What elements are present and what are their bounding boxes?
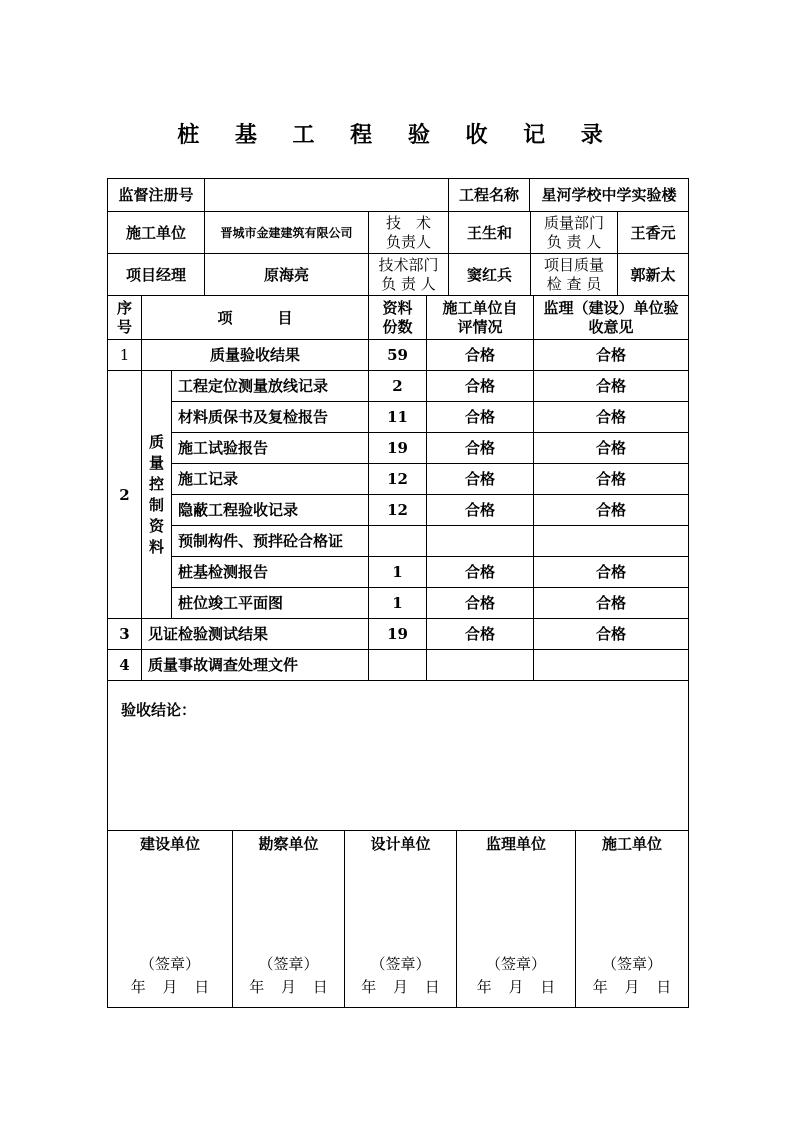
signature-unit: 施工单位: [601, 835, 662, 853]
row-count[interactable]: 1: [369, 588, 427, 619]
table-row: [108, 557, 689, 588]
row-no: 3: [108, 619, 142, 650]
header-table: [107, 178, 689, 212]
col-docs-line1: 资料: [382, 298, 413, 317]
row-self[interactable]: 合格: [427, 588, 534, 619]
signature-stamp: （签章）: [139, 955, 200, 973]
signature-unit: 监理单位: [485, 835, 546, 853]
signature-cell-construction[interactable]: [108, 831, 233, 1008]
row-count[interactable]: 19: [369, 433, 427, 464]
tech-lead-label: [369, 212, 449, 254]
tech-dept-label-line2: 负 责 人: [381, 274, 436, 293]
row-no: 4: [108, 650, 142, 681]
signature-date: 年 月 日: [361, 978, 440, 996]
signature-unit: 建设单位: [139, 835, 200, 853]
row-count[interactable]: 59: [369, 340, 427, 371]
row-item: 隐蔽工程验收记录: [172, 495, 369, 526]
signature-stamp: （签章）: [601, 955, 662, 973]
row-supervision[interactable]: 合格: [534, 371, 689, 402]
reg-no-label: 监督注册号: [108, 179, 205, 212]
col-item-header: 项 目: [142, 296, 369, 340]
qc-label: [531, 254, 618, 296]
row-item: 施工记录: [172, 464, 369, 495]
signature-cell-contractor[interactable]: [576, 831, 689, 1008]
row-supervision[interactable]: [534, 526, 689, 557]
group-label-char: 料: [148, 537, 164, 556]
row-item: 桩基检测报告: [172, 557, 369, 588]
col-sup-line2: 收意见: [588, 317, 634, 336]
signature-date: 年 月 日: [476, 978, 556, 996]
qa-dept-label-line2: 负 责 人: [546, 232, 602, 251]
row-count[interactable]: [369, 526, 427, 557]
signature-date: 年 月 日: [249, 978, 328, 996]
qc-field[interactable]: 郭新太: [618, 254, 689, 296]
table-row: [108, 464, 689, 495]
project-name-field[interactable]: 星河学校中学实验楼: [530, 179, 689, 212]
col-self-line1: 施工单位自: [442, 298, 518, 317]
contractor-label: 施工单位: [108, 212, 205, 254]
col-no-header: [108, 296, 142, 340]
group-label-char: 质: [148, 432, 164, 451]
table-row: [108, 526, 689, 557]
conclusion-label: 验收结论：: [121, 701, 197, 719]
row-self[interactable]: 合格: [427, 433, 534, 464]
row-item: 预制构件、预拌砼合格证: [172, 526, 369, 557]
signature-cell-survey[interactable]: [233, 831, 345, 1008]
row-no: 1: [108, 340, 142, 371]
signature-date: 年 月 日: [592, 978, 672, 996]
conclusion-field[interactable]: [108, 681, 689, 831]
signature-table: [107, 830, 689, 1008]
row-item: 质量事故调查处理文件: [142, 650, 369, 681]
signature-stamp: （签章）: [370, 955, 431, 973]
row-self[interactable]: [427, 526, 534, 557]
row-supervision[interactable]: 合格: [534, 619, 689, 650]
signature-cell-design[interactable]: [345, 831, 457, 1008]
col-sup-header: [534, 296, 689, 340]
project-name-label: 工程名称: [449, 179, 530, 212]
row-supervision[interactable]: 合格: [534, 433, 689, 464]
row-supervision[interactable]: 合格: [534, 557, 689, 588]
row-self[interactable]: [427, 650, 534, 681]
table-row: [108, 588, 689, 619]
group-label-char: 量: [148, 453, 164, 472]
signature-date: 年 月 日: [130, 978, 210, 996]
tech-lead-label-line1: 技 术: [385, 213, 431, 232]
pm-field[interactable]: 原海亮: [205, 254, 369, 296]
col-self-header: [427, 296, 534, 340]
row-self[interactable]: 合格: [427, 495, 534, 526]
signature-unit: 设计单位: [370, 835, 431, 853]
qa-dept-field[interactable]: 王香元: [618, 212, 689, 254]
col-no-line1: 序: [116, 298, 132, 317]
row-self[interactable]: 合格: [427, 340, 534, 371]
row-self[interactable]: 合格: [427, 402, 534, 433]
signature-stamp: （签章）: [258, 955, 319, 973]
qc-label-line2: 检 查 员: [546, 274, 602, 293]
group-label-char: 控: [148, 474, 164, 493]
row-supervision[interactable]: 合格: [534, 588, 689, 619]
col-sup-line1: 监理（建设）单位验: [543, 298, 679, 317]
row-supervision[interactable]: 合格: [534, 464, 689, 495]
contractor-field[interactable]: 晋城市金建建筑有限公司: [205, 212, 369, 254]
table-row: [108, 371, 689, 402]
qc-label-line1: 项目质量: [543, 255, 604, 274]
row-self[interactable]: 合格: [427, 619, 534, 650]
signature-cell-supervision[interactable]: [457, 831, 576, 1008]
signature-stamp: （签章）: [485, 955, 546, 973]
table-row: [108, 340, 689, 371]
row-item: 见证检验测试结果: [142, 619, 369, 650]
table-row: [108, 402, 689, 433]
items-table: [107, 295, 689, 831]
acceptance-form: [107, 178, 688, 1008]
group-label-char: 制: [148, 495, 164, 514]
table-row: [108, 619, 689, 650]
row-supervision[interactable]: 合格: [534, 495, 689, 526]
qa-dept-label-line1: 质量部门: [543, 213, 604, 232]
row-count[interactable]: 2: [369, 371, 427, 402]
row-count[interactable]: 12: [369, 495, 427, 526]
tech-lead-label-line2: 负责人: [385, 232, 431, 251]
qa-dept-label: [531, 212, 618, 254]
tech-dept-label: [369, 254, 449, 296]
col-self-line2: 评情况: [457, 317, 503, 336]
row-supervision[interactable]: 合格: [534, 340, 689, 371]
reg-no-field[interactable]: [205, 179, 449, 212]
row-item: 工程定位测量放线记录: [172, 371, 369, 402]
row-item: 桩位竣工平面图: [172, 588, 369, 619]
col-no-line2: 号: [116, 317, 132, 336]
row-count[interactable]: 12: [369, 464, 427, 495]
row-item: 施工试验报告: [172, 433, 369, 464]
row-item: 材料质保书及复检报告: [172, 402, 369, 433]
table-row: [108, 495, 689, 526]
tech-dept-field[interactable]: 窦红兵: [449, 254, 531, 296]
tech-dept-label-line1: 技术部门: [378, 255, 439, 274]
pm-label: 项目经理: [108, 254, 205, 296]
row-count[interactable]: [369, 650, 427, 681]
header-table-2: [107, 211, 689, 296]
group-label: [142, 371, 172, 619]
col-docs-header: [369, 296, 427, 340]
table-row: [108, 433, 689, 464]
group-label-char: 资: [148, 516, 164, 535]
row-count[interactable]: 11: [369, 402, 427, 433]
row-self[interactable]: 合格: [427, 371, 534, 402]
row-supervision[interactable]: [534, 650, 689, 681]
row-count[interactable]: 19: [369, 619, 427, 650]
tech-lead-field[interactable]: 王生和: [449, 212, 531, 254]
row-supervision[interactable]: 合格: [534, 402, 689, 433]
signature-unit: 勘察单位: [258, 835, 319, 853]
row-self[interactable]: 合格: [427, 464, 534, 495]
row-self[interactable]: 合格: [427, 557, 534, 588]
page-title: 桩 基 工 程 验 收 记 录: [177, 122, 617, 148]
group-no: 2: [108, 371, 142, 619]
row-item: 质量验收结果: [142, 340, 369, 371]
row-count[interactable]: 1: [369, 557, 427, 588]
table-row: [108, 650, 689, 681]
col-docs-line2: 份数: [382, 317, 413, 336]
